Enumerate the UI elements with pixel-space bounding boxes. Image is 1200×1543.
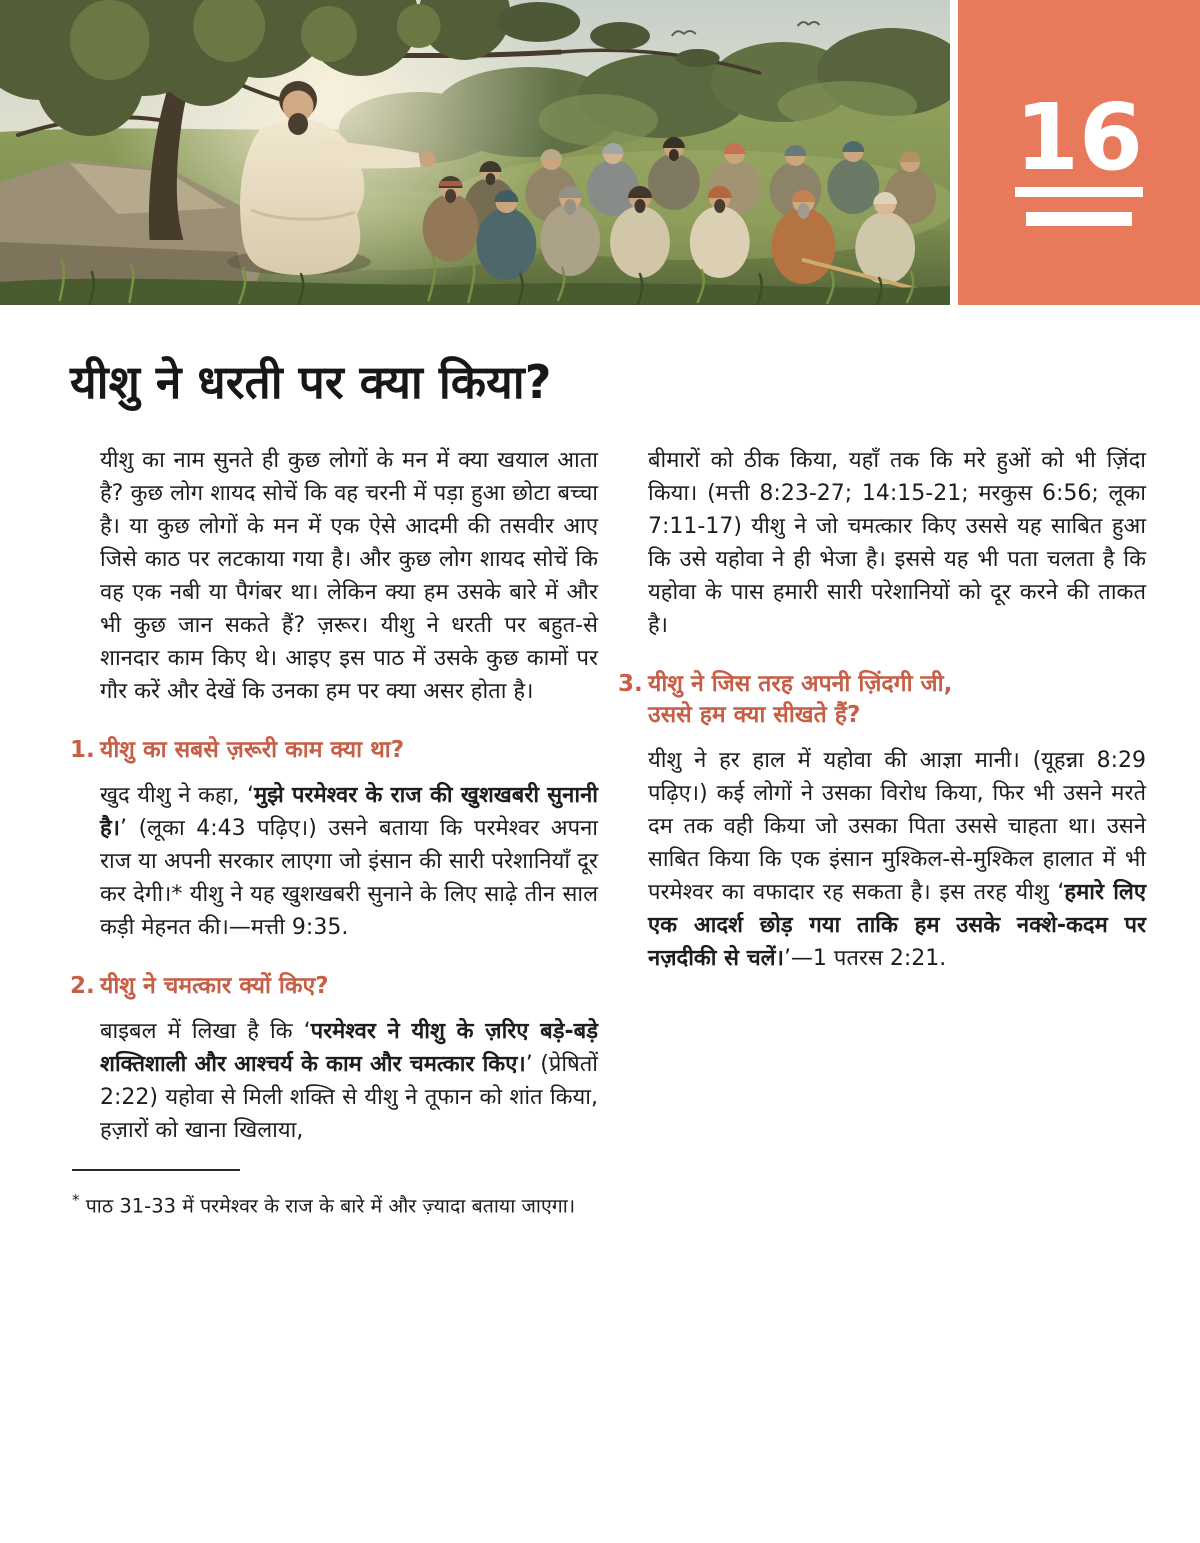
article-body [0, 444, 1200, 1222]
section-2-paragraph-part-1: बाइबल में लिखा है कि ‘परमेश्वर ने यीशु के ज़रिए बड़े-बड़े शक्तिशाली और आश्चर्य के काम और चमत्कार किए।’ (प्रेषितों 2:22) यहोवा से मिली शक्ति से यीशु ने तूफान को शांत किया, हज़ारों को खाना खिलाया, [100, 1019, 598, 1144]
section-1-heading [70, 735, 598, 766]
footnote-text [72, 1185, 598, 1222]
footnote-marker: * [72, 1191, 80, 1210]
footnote-divider [72, 1169, 240, 1171]
hero-strip [0, 0, 1200, 305]
intro-paragraph: यीशु का नाम सुनते ही कुछ लोगों के मन में क्या खयाल आता है? कुछ लोग शायद सोचें कि वह चरनी में पड़ा हुआ छोटा बच्चा है। या कुछ लोगों के मन में एक ऐसे आदमी की तसवीर आए जिसे काठ पर लटकाया गया है। और कुछ लोग शायद सोचें कि वह एक नबी या पैगंबर था। लेकिन क्या हम उसके बारे में और भी कुछ जान सकते हैं? ज़रूर। यीशु ने धरती पर बहुत-से शानदार काम किए थे। आइए इस पाठ में उसके कुछ कामों पर गौर करें और देखें कि उनका हम पर क्या असर होता है। [100, 448, 598, 705]
section-3-heading-text: यीशु ने जिस तरह अपनी ज़िंदगी जी, उससे हम क्या सीखते हैं? [648, 671, 953, 729]
right-column [618, 444, 1146, 1222]
section-3-paragraph: यीशु ने हर हाल में यहोवा की आज्ञा मानी। (यूहन्ना 8:29 पढ़िए।) कई लोगों ने उसका विरोध किया, फिर भी उसने मरते दम तक वही किया जो उसका पिता उससे चाहता था। उसने साबित किया कि एक इंसान मुश्किल-से-मुश्किल हालात में भी परमेश्वर का वफादार रह सकता है। इस तरह यीशु ‘हमारे लिए एक आदर्श छोड़ गया ताकि हम उसके नक्शे-कदम पर नज़दीकी से चलें।’—1 पतरस 2:21. [648, 748, 1146, 972]
lesson-number: 16 [1015, 92, 1143, 197]
page-title: यीशु ने धरती पर क्या किया? [70, 355, 552, 409]
section-1-paragraph: खुद यीशु ने कहा, ‘मुझे परमेश्वर के राज की खुशखबरी सुनानी है।’ (लूका 4:43 पढ़िए।) उसने बताया कि परमेश्वर अपना राज या अपनी सरकार लाएगा जो इंसान की सारी परेशानियाँ दूर कर देगी।* यीशु ने यह खुशखबरी सुनाने के लिए साढ़े तीन साल कड़ी मेहनत की।—मत्ती 9:35. [100, 783, 598, 941]
hero-photo-illustration [0, 0, 950, 305]
footnote-body: पाठ 31-33 में परमेश्वर के राज के बारे में और ज़्यादा बताया जाएगा। [79, 1194, 576, 1218]
section-2-heading-text: यीशु ने चमत्कार क्यों किए? [100, 973, 329, 1000]
footnote [70, 1169, 598, 1222]
left-column [70, 444, 598, 1222]
section-3-number: 3. [618, 671, 643, 698]
lesson-number-rule [1026, 212, 1132, 226]
section-3-heading [618, 669, 1146, 731]
hero-gap [950, 0, 958, 305]
section-2-number: 2. [70, 973, 95, 1000]
section-1-heading-text: यीशु का सबसे ज़रूरी काम क्या था? [100, 737, 405, 764]
section-2-paragraph-part-2: बीमारों को ठीक किया, यहाँ तक कि मरे हुओं को भी ज़िंदा किया। (मत्ती 8:23-27; 14:15-21; मरकुस 6:56; लूका 7:11-17) यीशु ने जो चमत्कार किए उससे यह साबित हुआ कि उसे यहोवा ने ही भेजा है। इससे यह भी पता चलता है कि यहोवा के पास हमारी सारी परेशानियों को दूर करने की ताकत है। [648, 448, 1146, 639]
section-2-heading [70, 971, 598, 1002]
lesson-number-badge [958, 0, 1200, 305]
section-1-number: 1. [70, 737, 95, 764]
jesus-teaching-crowd-photo [0, 0, 950, 305]
